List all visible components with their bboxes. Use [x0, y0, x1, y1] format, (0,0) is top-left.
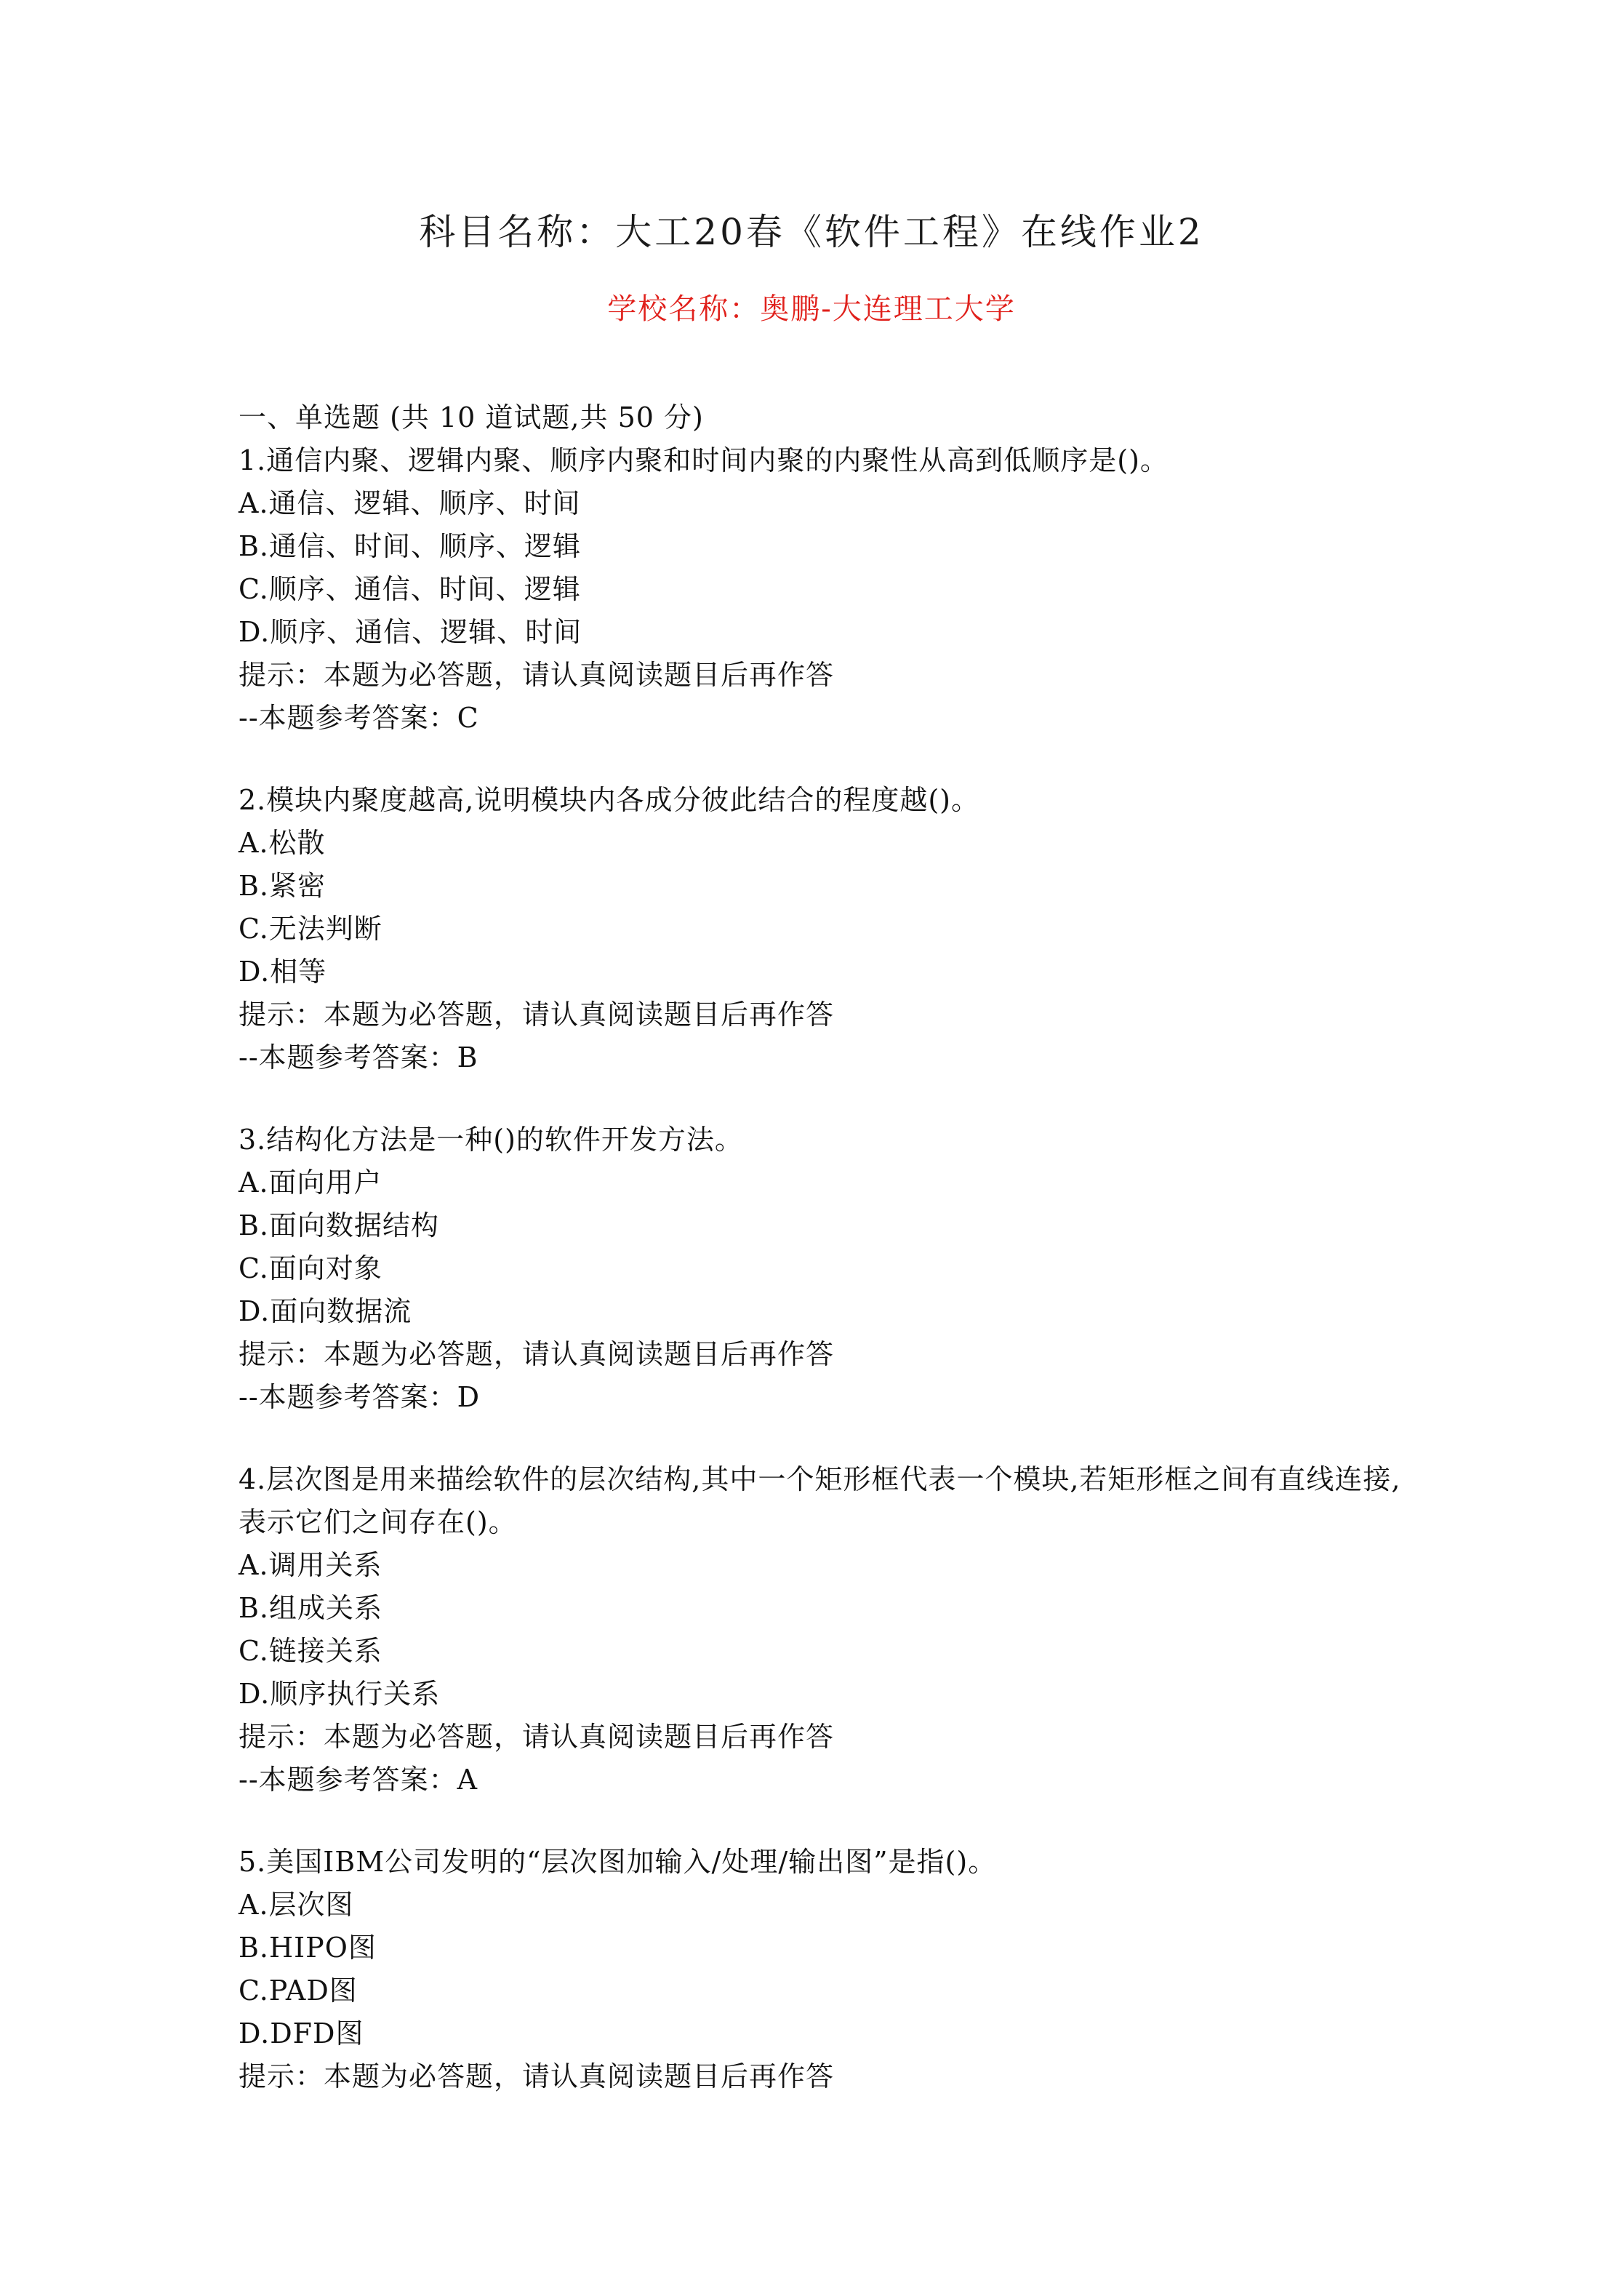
question-item — [239, 1841, 1395, 2098]
option-d: D.顺序、通信、逻辑、时间 — [239, 616, 582, 648]
question-stem: 4.层次图是用来描绘软件的层次结构,其中一个矩形框代表一个模块,若矩形框之间有直线连接,表示它们之间存在()。 — [239, 1463, 1401, 1538]
option-b: B.面向数据结构 — [239, 1209, 440, 1241]
question-hint: 提示：本题为必答题，请认真阅读题目后再作答 — [239, 1721, 835, 1753]
option-d: D.顺序执行关系 — [239, 1678, 441, 1710]
reference-answer: --本题参考答案：D — [239, 1381, 481, 1413]
option-a: A.通信、逻辑、顺序、时间 — [239, 487, 581, 519]
reference-answer: --本题参考答案：B — [239, 1041, 478, 1073]
question-stem: 5.美国IBM公司发明的“层次图加输入/处理/输出图”是指()。 — [239, 1846, 997, 1878]
school-name: 学校名称：奥鹏-大连理工大学 — [607, 292, 1016, 326]
option-b: B.HIPO图 — [239, 1932, 377, 1964]
option-a: A.层次图 — [239, 1889, 354, 1921]
option-b: B.组成关系 — [239, 1592, 383, 1624]
option-c: C.顺序、通信、时间、逻辑 — [239, 573, 581, 605]
option-a: A.松散 — [239, 827, 326, 859]
question-stem: 3.结构化方法是一种()的软件开发方法。 — [239, 1124, 743, 1156]
option-d: D.DFD图 — [239, 2017, 364, 2049]
question-stem: 2.模块内聚度越高,说明模块内各成分彼此结合的程度越()。 — [239, 784, 979, 816]
question-item — [239, 1119, 1395, 1419]
option-c: C.面向对象 — [239, 1252, 382, 1284]
option-b: B.紧密 — [239, 870, 326, 902]
option-c: C.链接关系 — [239, 1635, 382, 1667]
question-item — [239, 1458, 1401, 1801]
option-b: B.通信、时间、顺序、逻辑 — [239, 530, 582, 562]
question-hint: 提示：本题为必答题，请认真阅读题目后再作答 — [239, 1338, 835, 1370]
question-list — [239, 396, 1401, 2137]
reference-answer: --本题参考答案：C — [239, 702, 479, 734]
option-d: D.相等 — [239, 956, 327, 988]
reference-answer: --本题参考答案：A — [239, 1764, 478, 1796]
option-c: C.无法判断 — [239, 913, 382, 945]
question-item — [239, 779, 1395, 1079]
option-a: A.调用关系 — [239, 1549, 382, 1581]
question-hint: 提示：本题为必答题，请认真阅读题目后再作答 — [239, 999, 835, 1031]
question-stem: 1.通信内聚、逻辑内聚、顺序内聚和时间内聚的内聚性从高到低顺序是()。 — [239, 444, 1169, 476]
question-hint: 提示：本题为必答题，请认真阅读题目后再作答 — [239, 659, 835, 691]
page-title: 科目名称：大工20春《软件工程》在线作业2 — [419, 211, 1204, 253]
section-heading: 一、单选题 (共 10 道试题,共 50 分) — [239, 401, 704, 433]
question-item — [239, 439, 1395, 740]
question-hint: 提示：本题为必答题，请认真阅读题目后再作答 — [239, 2060, 835, 2092]
option-d: D.面向数据流 — [239, 1295, 412, 1327]
option-c: C.PAD图 — [239, 1975, 358, 2007]
option-a: A.面向用户 — [239, 1167, 382, 1199]
